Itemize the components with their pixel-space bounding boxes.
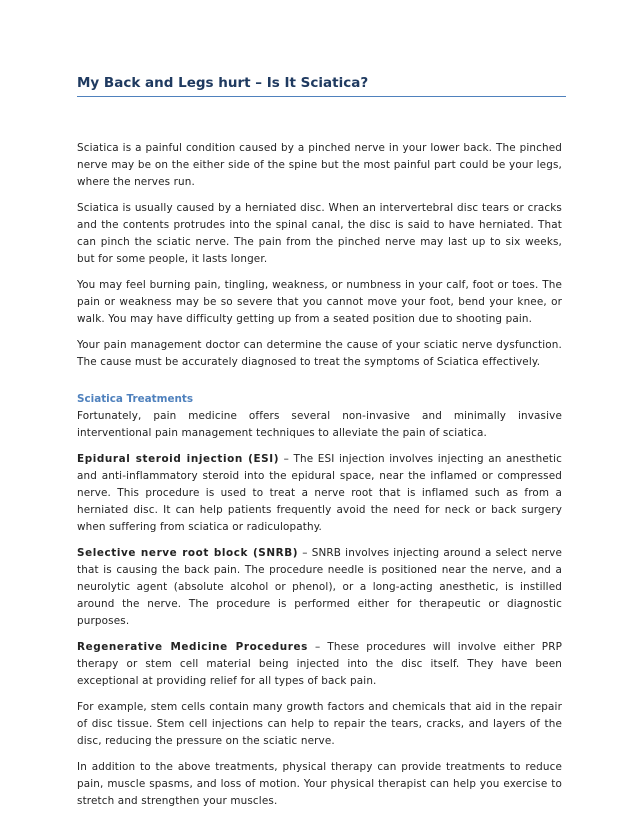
- page-title: My Back and Legs hurt – Is It Sciatica?: [77, 75, 566, 97]
- closing-paragraph-1: For example, stem cells contain many growth factors and chemicals that aid in the repair of disc tissue. Stem cell injections can help to repair the tears, cracks, and layers of the disc, reducing the pressure on the sciatic nerve.: [77, 701, 562, 747]
- treatment-item-esi: [77, 451, 562, 536]
- treatment-item-snrb: [77, 545, 562, 630]
- intro-paragraph-2: Sciatica is usually caused by a herniated disc. When an intervertebral disc tears or cracks and the contents protrudes into the spinal canal, the disc is said to have herniated. That can pinch the sciatic nerve. The pain from the pinched nerve may last up to six weeks, but for some people, it lasts longer.: [77, 202, 562, 265]
- intro-paragraph-1: Sciatica is a painful condition caused by a pinched nerve in your lower back. The pinched nerve may be on the either side of the spine but the most painful part could be your legs, where the nerves run.: [77, 142, 562, 188]
- treatment-term-esi: Epidural steroid injection (ESI): [77, 453, 280, 465]
- intro-paragraph-3: You may feel burning pain, tingling, weakness, or numbness in your calf, foot or toes. The pain or weakness may be so severe that you cannot move your foot, bend your knee, or walk. You may have difficulty getting up from a seated position due to shooting pain.: [77, 279, 562, 325]
- treatments-lead-paragraph: Fortunately, pain medicine offers several non-invasive and minimally invasive interventional pain management techniques to alleviate the pain of sciatica.: [77, 410, 562, 439]
- treatment-term-regenerative: Regenerative Medicine Procedures: [77, 641, 308, 653]
- document-body: [77, 140, 562, 819]
- treatment-term-snrb: Selective nerve root block (SNRB): [77, 547, 299, 559]
- treatment-text-esi: – The ESI injection involves injecting an anesthetic and anti-inflammatory steroid into the epidural space, near the inflamed or compressed nerve. This procedure is used to treat a nerve root that is inflamed such as from a herniated disc. It can help patients frequently avoid the need for neck or back surgery when suffering from sciatica or radiculopathy.: [77, 453, 562, 533]
- treatment-text-regenerative: – These procedures will involve either PRP therapy or stem cell material being injected into the disc itself. They have been exceptional at providing relief for all types of back pain.: [77, 641, 562, 687]
- treatment-text-snrb: – SNRB involves injecting around a select nerve that is causing the back pain. The procedure needle is positioned near the nerve, and a neurolytic agent (absolute alcohol or phenol), or a long-acting anesthetic, is instilled around the nerve. The procedure is performed either for therapeutic or diagnostic purposes.: [77, 547, 563, 627]
- treatment-item-regenerative: [77, 639, 562, 690]
- section-heading-treatments: Sciatica Treatments: [77, 393, 194, 405]
- closing-paragraph-2: In addition to the above treatments, physical therapy can provide treatments to reduce pain, muscle spasms, and loss of motion. Your physical therapist can help you exercise to stretch and strengthen your muscles.: [77, 761, 562, 807]
- intro-paragraph-4: Your pain management doctor can determine the cause of your sciatic nerve dysfunction. The cause must be accurately diagnosed to treat the symptoms of Sciatica effectively.: [77, 339, 562, 368]
